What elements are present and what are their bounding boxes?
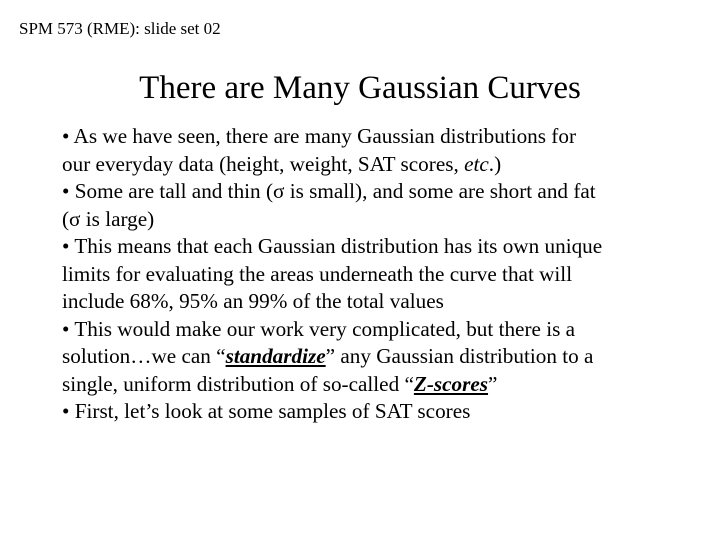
etc-italic: etc	[464, 151, 489, 176]
bullet-4-text-2: single, uniform distribution of so-called “	[62, 371, 414, 396]
bullet-1-line-2	[62, 151, 707, 179]
bullet-4-text-end: ”	[488, 371, 498, 396]
bullet-5-line-1: • First, let’s look at some samples of SAT scores	[62, 399, 471, 423]
bullet-1-line-1: • As we have seen, there are many Gaussian distributions for	[62, 124, 577, 148]
bullet-4-text: solution…we can “	[62, 344, 226, 368]
bullet-4-text-cont: ” any Gaussian distribution to a	[325, 344, 594, 368]
bullet-3-line-3: include 68%, 95% an 99% of the total values	[62, 289, 444, 313]
bullet-4-line-3	[62, 371, 707, 399]
z-scores-emphasis: Z-scores	[413, 371, 489, 396]
bullet-2-line-1: • Some are tall and thin (σ is small), and some are short and fat	[62, 179, 596, 203]
bullet-list	[62, 123, 707, 426]
bullet-item-2	[62, 178, 707, 233]
bullet-4-line-2	[62, 343, 707, 371]
standardize-emphasis: standardize	[225, 344, 326, 368]
slide-header: SPM 573 (RME): slide set 02	[19, 19, 221, 38]
bullet-3-line-2: limits for evaluating the areas underneath the curve that will	[62, 261, 573, 286]
bullet-2-line-2: (σ is large)	[62, 206, 155, 231]
bullet-1-text-end: .)	[488, 151, 502, 176]
bullet-item-5	[62, 398, 707, 426]
bullet-4-line-1: • This would make our work very complicated, but there is a	[62, 316, 576, 341]
bullet-item-4	[62, 316, 707, 399]
slide-title: There are Many Gaussian Curves	[139, 70, 581, 106]
bullet-3-line-1: • This means that each Gaussian distribution has its own unique	[62, 234, 603, 258]
bullet-item-1	[62, 123, 707, 178]
bullet-1-text: our everyday data (height, weight, SAT scores,	[62, 151, 465, 176]
bullet-item-3	[62, 233, 707, 316]
